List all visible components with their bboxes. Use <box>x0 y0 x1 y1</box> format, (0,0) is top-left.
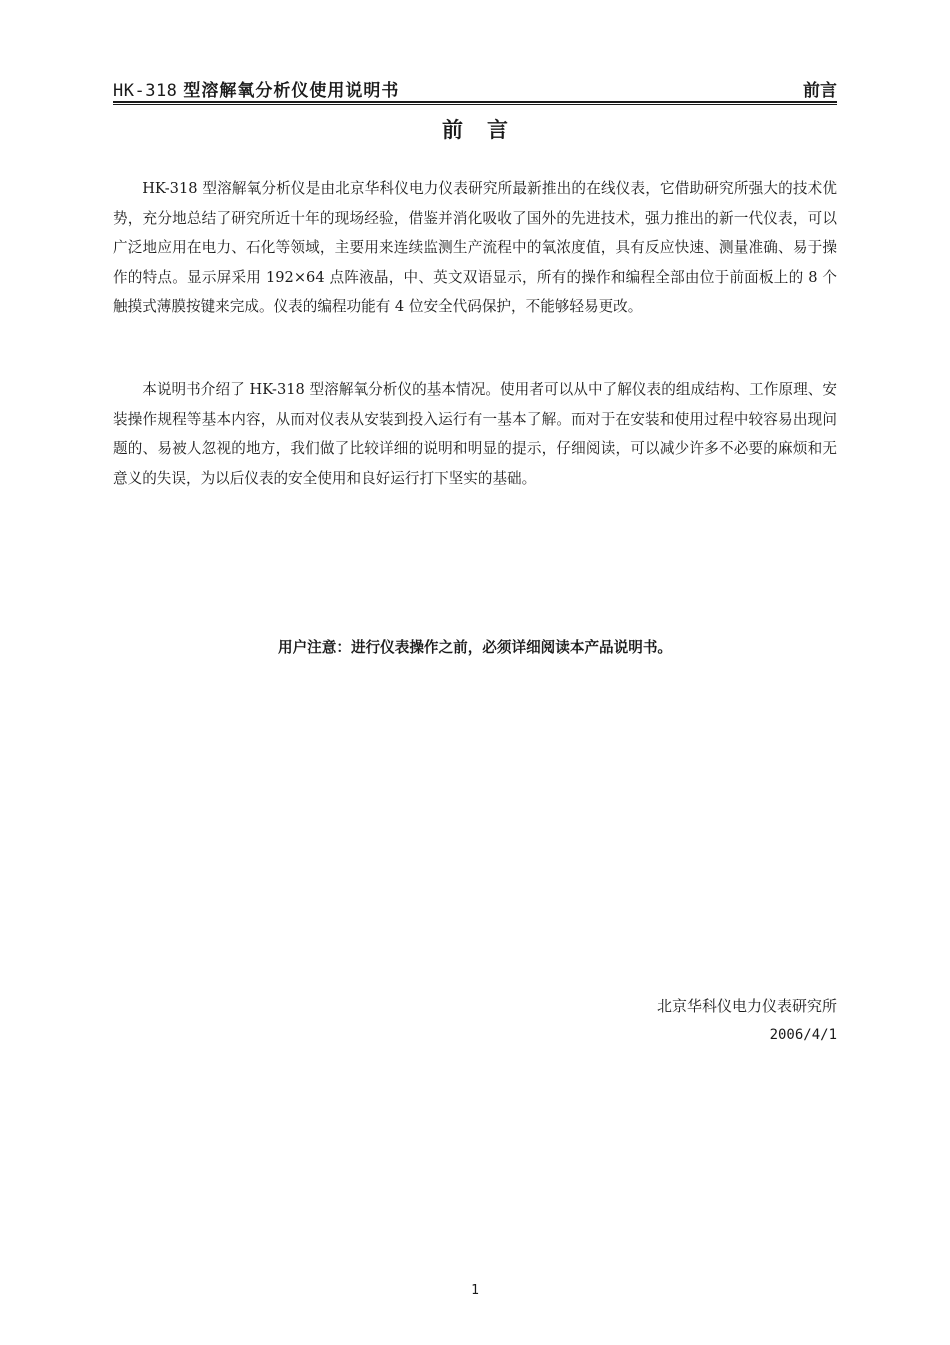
page-header <box>113 74 837 100</box>
header-divider-thin <box>113 104 837 105</box>
page-number: 1 <box>471 1283 479 1298</box>
signature-date: 2006/4/1 <box>769 1027 837 1043</box>
header-section: 前言 <box>803 81 837 101</box>
header-document-title <box>113 76 399 101</box>
page-title: 前言 <box>442 117 532 142</box>
signature-block <box>657 993 837 1048</box>
header-divider-thick <box>113 101 837 103</box>
signature-organization: 北京华科仪电力仪表研究所 <box>656 997 837 1015</box>
paragraph-manual-overview: 本说明书介绍了 HK-318 型溶解氧分析仪的基本情况。使用者可以从中了解仪表的组成结构、工作原理、安装操作规程等基本内容，从而对仪表从安装到投入运行有一基本了解。而对于在安装和使用过程中较容易出现问题的、易被人忽视的地方，我们做了比较详细的说明和明显的提示，仔细阅读，可以减少许多不必要的麻烦和无意义的失误，为以后仪表的安全使用和良好运行打下坚实的基础。 <box>113 381 837 487</box>
header-title: 型溶解氧分析仪使用说明书 <box>183 81 400 101</box>
header-model: HK-318 <box>113 81 178 101</box>
paragraph-intro: HK-318 型溶解氧分析仪是由北京华科仪电力仪表研究所最新推出的在线仪表，它借助研究所强大的技术优势，充分地总结了研究所近十年的现场经验，借鉴并消化吸收了国外的先进技术，强力推出的新一代仪表，可以广泛地应用在电力、石化等领域，主要用来连续监测生产流程中的氧浓度值，具有反应快速、测量准确、易于操作的特点。显示屏采用 192×64 点阵液晶，中、英文双语显示，所有的操作和编程全部由位于前面板上的 8 个触摸式薄膜按键来完成。仪表的编程功能有 4 位安全代码保护，不能够轻易更改。 <box>113 180 837 316</box>
user-notice: 用户注意：进行仪表操作之前，必须详细阅读本产品说明书。 <box>277 639 673 656</box>
